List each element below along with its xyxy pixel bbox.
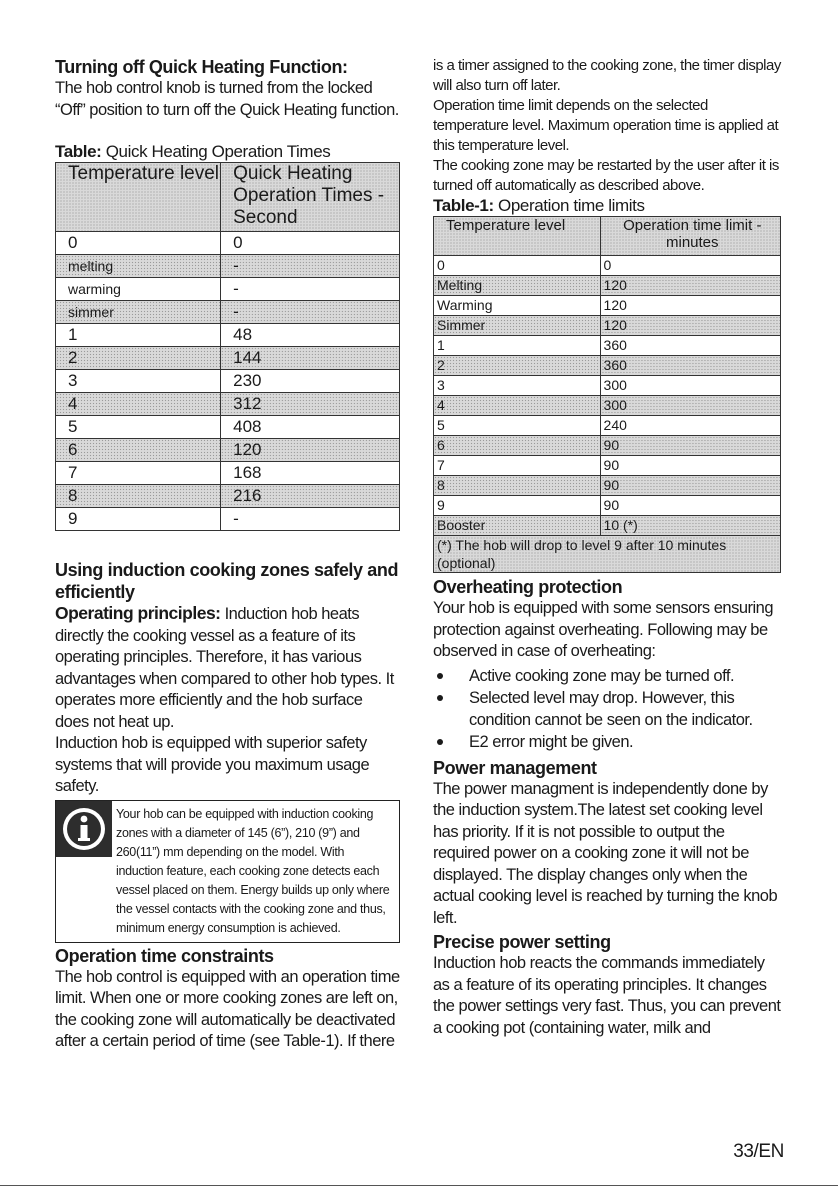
table-row — [434, 356, 781, 376]
operating-principles-paragraph: Operating principles: Induction hob heats directly the cooking vessel as a feature of its operating principles. Therefore, it has various advantages when compared to other hob types. It operates more efficiently and the hob surface does not heat up. — [55, 603, 394, 731]
operation-time-limit-cell: 360 — [600, 356, 780, 376]
table-row — [434, 376, 781, 396]
table-row — [56, 462, 400, 485]
temperature-level-cell: 1 — [56, 324, 221, 347]
list-item: E2 error might be given. — [433, 731, 781, 753]
operation-time-limit-cell: 360 — [600, 336, 780, 356]
table-row — [434, 396, 781, 416]
table-row — [434, 276, 781, 296]
quick-heating-time-cell: - — [221, 255, 400, 278]
temperature-level-cell: 7 — [434, 456, 601, 476]
limits-table-note: (*) The hob will drop to level 9 after 10 minutes (optional) — [434, 536, 781, 573]
temperature-level-cell: 7 — [56, 462, 221, 485]
overheating-heading: Overheating protection — [433, 577, 623, 597]
temperature-level-cell: Melting — [434, 276, 601, 296]
quick-heating-off-heading: Turning off Quick Heating Function: — [55, 57, 348, 77]
operation-limits-table — [433, 216, 781, 573]
temperature-level-cell: Warming — [434, 296, 601, 316]
temperature-level-cell: 4 — [434, 396, 601, 416]
quick-heating-time-cell: - — [221, 301, 400, 324]
quick-heating-time-cell: 0 — [221, 232, 400, 255]
list-item: Selected level may drop. However, this condition cannot be seen on the indicator. — [433, 687, 781, 731]
temperature-level-cell: 1 — [434, 336, 601, 356]
quick-heating-table-body — [56, 232, 400, 531]
restart-paragraph: The cooking zone may be restarted by the user after it is turned off automatically as described above. — [433, 157, 779, 194]
table-row — [56, 439, 400, 462]
quick-heating-time-cell: 216 — [221, 485, 400, 508]
operation-time-limit-cell: 90 — [600, 476, 780, 496]
table-row — [56, 278, 400, 301]
temperature-level-cell: 5 — [56, 416, 221, 439]
temperature-level-cell: 6 — [434, 436, 601, 456]
operation-limits-table-caption: Table-1: Operation time limits — [433, 196, 645, 215]
table-row — [434, 436, 781, 456]
temperature-level-cell: 4 — [56, 393, 221, 416]
quick-heating-table-caption: Table: Quick Heating Operation Times — [55, 142, 331, 161]
quick-heating-time-cell: 312 — [221, 393, 400, 416]
operation-time-limit-cell: 0 — [600, 256, 780, 276]
power-management-heading: Power management — [433, 757, 597, 778]
temperature-level-cell: 5 — [434, 416, 601, 436]
operation-limits-table-body — [434, 256, 781, 536]
quick-heating-time-cell: 144 — [221, 347, 400, 370]
table-row — [56, 232, 400, 255]
table-row — [56, 370, 400, 393]
list-item: Active cooking zone may be turned off. — [433, 665, 781, 687]
info-box — [55, 800, 400, 943]
temperature-level-cell: simmer — [56, 301, 221, 324]
left-column — [55, 56, 400, 1053]
quick-heating-time-cell: 408 — [221, 416, 400, 439]
table-row — [434, 416, 781, 436]
temperature-level-cell: 9 — [56, 508, 221, 531]
precise-power-paragraph: Induction hob reacts the commands immediately as a feature of its operating principles. It changes the power settings very fast. Thus, you can prevent a cooking pot (containing water, milk and — [433, 954, 781, 1037]
temperature-level-cell: 9 — [434, 496, 601, 516]
temperature-level-cell: 8 — [434, 476, 601, 496]
table-row — [56, 347, 400, 370]
table-row — [56, 393, 400, 416]
operation-time-limit-cell: 120 — [600, 316, 780, 336]
table-row — [56, 301, 400, 324]
power-management-paragraph: The power managment is independently done by the induction system.The latest set cooking level has priority. If it is not possible to output the required power on a cooking zone it will not be displayed. The display changes only when the actual cooking level is reached by turning the knob left. — [433, 779, 778, 927]
table-row — [434, 516, 781, 536]
safety-paragraph: Induction hob is equipped with superior safety systems that will provide you maximum usage safety. — [55, 734, 370, 795]
table-row — [56, 255, 400, 278]
info-icon — [56, 801, 112, 857]
overheating-list — [433, 665, 781, 753]
operation-time-constraints-heading: Operation time constraints — [55, 945, 274, 966]
temperature-level-cell: melting — [56, 255, 221, 278]
quick-heating-time-cell: 168 — [221, 462, 400, 485]
table-row — [56, 324, 400, 347]
time-limit-paragraph: Operation time limit depends on the selected temperature level. Maximum operation time is applied at this temperature level. — [433, 97, 779, 154]
temperature-level-cell: 8 — [56, 485, 221, 508]
temperature-level-cell: Booster — [434, 516, 601, 536]
limits-header-time: Operation time limit - minutes — [600, 217, 780, 256]
table-header-quick-heating: Quick Heating Operation Times - Second — [221, 163, 400, 232]
operation-time-limit-cell: 90 — [600, 436, 780, 456]
operation-time-limit-cell: 90 — [600, 496, 780, 516]
limits-header-temperature: Temperature level — [434, 217, 601, 256]
induction-safety-heading: Using induction cooking zones safely and efficiently — [55, 560, 399, 602]
precise-power-heading: Precise power setting — [433, 932, 611, 952]
temperature-level-cell: 0 — [56, 232, 221, 255]
table-row — [434, 496, 781, 516]
table-row — [434, 316, 781, 336]
timer-continuation-paragraph: is a timer assigned to the cooking zone, the timer display will also turn off later. — [433, 57, 781, 94]
operation-time-limit-cell: 300 — [600, 376, 780, 396]
temperature-level-cell: 3 — [56, 370, 221, 393]
page-number: 33/EN — [733, 1141, 784, 1162]
table-row — [56, 485, 400, 508]
quick-heating-table — [55, 162, 400, 531]
operation-time-limit-cell: 300 — [600, 396, 780, 416]
operation-time-limit-cell: 240 — [600, 416, 780, 436]
table-row — [434, 456, 781, 476]
info-text: Your hob can be equipped with induction cooking zones with a diameter of 145 (6”), 210 (9”) and 260(11”) mm depending on the model. With induction feature, each cooking zone detects each vessel placed on them. Energy builds up only where the vessel contacts with the cooking zone and thus, minimum energy consumption is achieved. — [116, 806, 390, 935]
temperature-level-cell: 2 — [56, 347, 221, 370]
quick-heating-time-cell: 230 — [221, 370, 400, 393]
operation-time-limit-cell: 10 (*) — [600, 516, 780, 536]
quick-heating-time-cell: 48 — [221, 324, 400, 347]
operation-time-limit-cell: 120 — [600, 276, 780, 296]
table-row — [56, 508, 400, 531]
overheating-paragraph: Your hob is equipped with some sensors ensuring protection against overheating. Following may be observed in case of overheating: — [433, 599, 774, 660]
quick-heating-time-cell: - — [221, 508, 400, 531]
temperature-level-cell: 2 — [434, 356, 601, 376]
temperature-level-cell: 0 — [434, 256, 601, 276]
quick-heating-time-cell: 120 — [221, 439, 400, 462]
table-row — [434, 336, 781, 356]
table-row — [434, 256, 781, 276]
operation-time-limit-cell: 90 — [600, 456, 780, 476]
quick-heating-time-cell: - — [221, 278, 400, 301]
operation-time-constraints-paragraph: The hob control is equipped with an operation time limit. When one or more cooking zones are left on, the cooking zone will automatically be deactivated after a certain period of time (see Table-1). If there — [55, 967, 400, 1050]
temperature-level-cell: Simmer — [434, 316, 601, 336]
operation-time-limit-cell: 120 — [600, 296, 780, 316]
table-row — [434, 476, 781, 496]
temperature-level-cell: warming — [56, 278, 221, 301]
table-row — [434, 296, 781, 316]
quick-heating-off-paragraph: The hob control knob is turned from the locked “Off” position to turn off the Quick Heating function. — [55, 79, 399, 119]
table-header-temperature: Temperature level — [56, 163, 221, 232]
temperature-level-cell: 6 — [56, 439, 221, 462]
table-row — [56, 416, 400, 439]
temperature-level-cell: 3 — [434, 376, 601, 396]
right-column — [433, 56, 781, 1039]
footer-rule — [0, 1185, 838, 1186]
